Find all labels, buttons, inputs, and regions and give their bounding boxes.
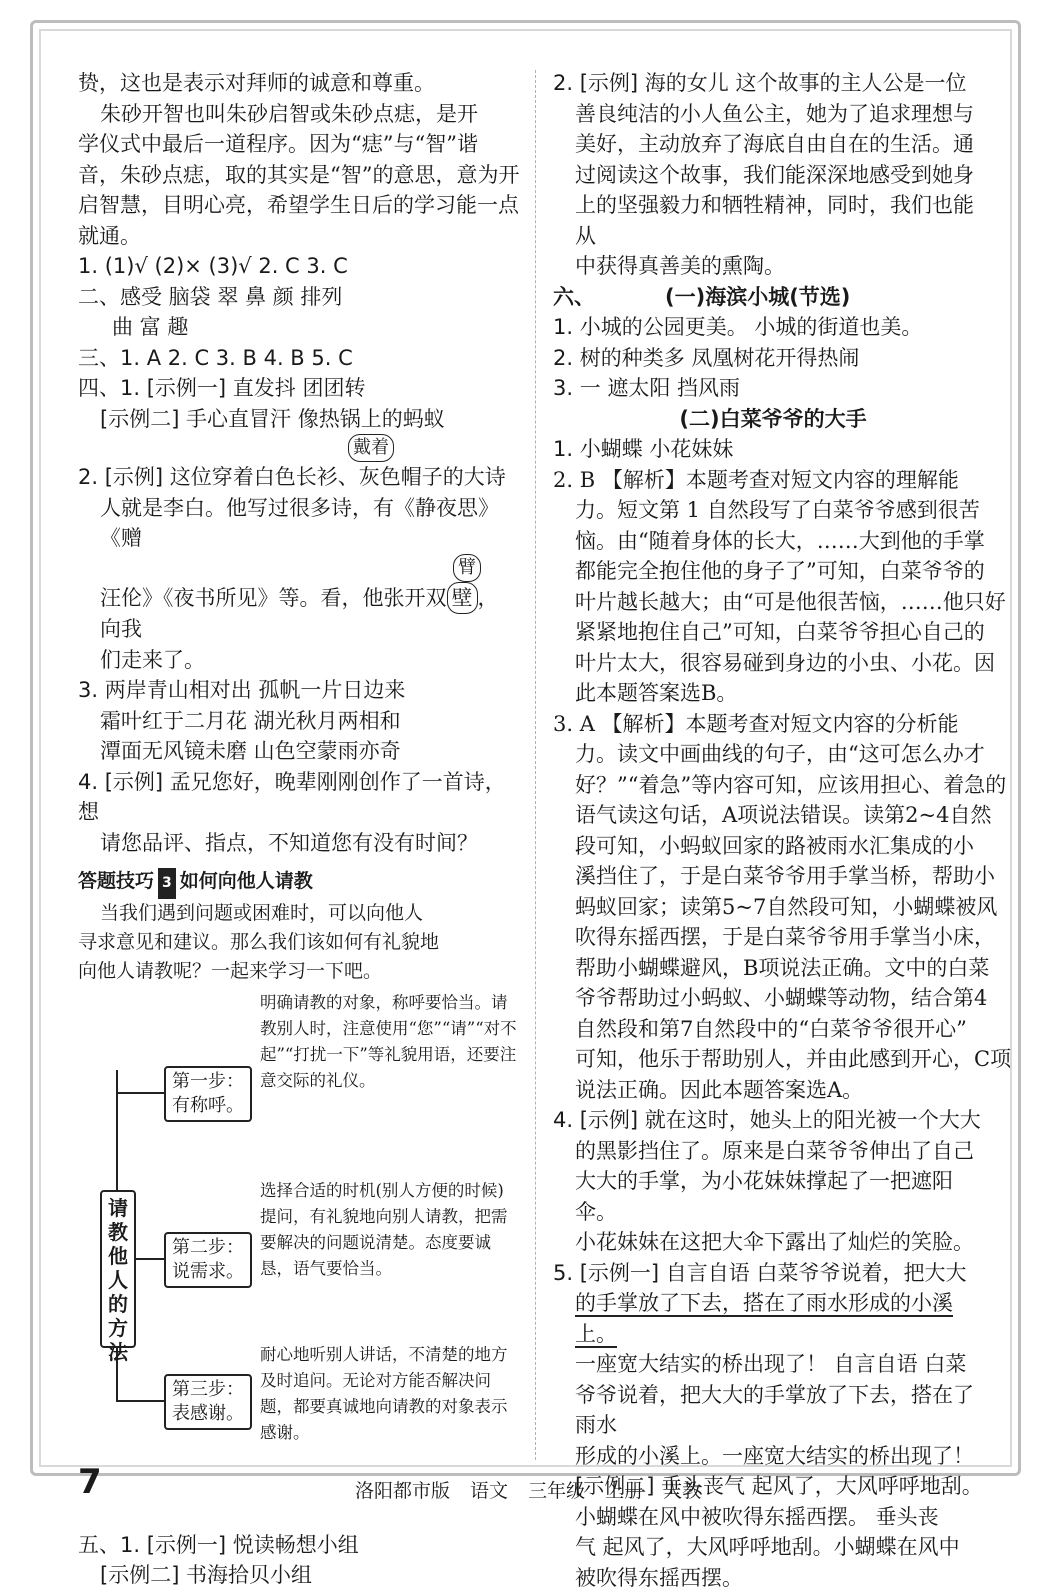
- answer-line: [示例二] 手心直冒汗 像热锅上的蚂蚁: [78, 404, 518, 435]
- text-line: 段可知，小蚂蚁回家的路被雨水汇集成的小: [553, 831, 993, 862]
- answer-line: 过阅读这个故事，我们能深深地感受到她身: [553, 160, 993, 191]
- text-line: 朱砂开智也叫朱砂启智或朱砂点痣，是开: [78, 99, 518, 130]
- answer-line: 1. 小城的公园更美。 小城的街道也美。: [553, 312, 993, 343]
- answer-line: 小花妹妹在这把大伞下露出了灿烂的笑脸。: [553, 1227, 993, 1258]
- mind-map-connector: [116, 1400, 164, 1402]
- answer-line: 4. [示例] 孟兄您好，晚辈刚刚创作了一首诗，想: [78, 767, 518, 828]
- mind-map-connector: [116, 1092, 164, 1094]
- mind-map-center: 请教他人的方法: [100, 1190, 136, 1348]
- answer-line: 的手掌放了下去，搭在了雨水形成的小溪上。: [553, 1288, 993, 1349]
- part-two-heading: (二)白菜爷爷的大手: [553, 404, 993, 435]
- text-line: 帮助小蝴蝶避风，B项说法正确。文中的白菜: [553, 953, 993, 984]
- text-line: 2. B 【解析】本题考查对短文内容的理解能: [553, 465, 993, 496]
- tip-intro-line: 向他人请教呢？一起来学习一下吧。: [78, 957, 518, 986]
- answer-line: 善良纯洁的小人鱼公主，她为了追求理想与: [553, 99, 993, 130]
- mind-map: [78, 990, 518, 1530]
- answer-line: [示例二] 书海拾贝小组: [78, 1560, 518, 1591]
- text-line: 叶片越长越大；由“可是他很苦恼，……他只好: [553, 587, 993, 618]
- text-line: 紧紧地抱住自己”可知，白菜爷爷担心自己的: [553, 617, 993, 648]
- tip-intro-line: 寻求意见和建议。那么我们该如何有礼貌地: [78, 928, 518, 957]
- answer-line: 2. 树的种类多 凤凰树花开得热闹: [553, 343, 993, 374]
- answer-line: 小蝴蝶在风中被吹得东摇西摆。 垂头丧: [553, 1502, 993, 1533]
- answer-line: 3. 两岸青山相对出 孤帆一片日边来: [78, 675, 518, 706]
- answer-line: 二、感受 脑袋 翠 鼻 颜 排列: [78, 282, 518, 313]
- text-line: 蚂蚁回家；读第5~7自然段可知，小蝴蝶被风: [553, 892, 993, 923]
- answer-line: 1. 小蝴蝶 小花妹妹: [553, 434, 993, 465]
- step-one-box: 第一步：有称呼。: [164, 1066, 252, 1122]
- answer-line: 们走来了。: [78, 645, 518, 676]
- answer-line: 2. [示例] 这位穿着白色长衫、灰色帽子的大诗: [78, 462, 518, 493]
- answer-line: 汪伦》《夜书所见》等。看，他张开双 壁 ，向我: [78, 582, 518, 645]
- answer-line: 5. [示例一] 自言自语 白菜爷爷说着，把大大: [553, 1258, 993, 1289]
- text-line: 自然段和第7自然段中的“白菜爷爷很开心”: [553, 1014, 993, 1045]
- page-footer: [0, 1462, 1041, 1522]
- text-line: 学仪式中最后一道程序。因为“痣”与“智”谐: [78, 129, 518, 160]
- answer-line: 潭面无风镜未磨 山色空蒙雨亦奇: [78, 736, 518, 767]
- text-line: 叶片太大，很容易碰到身边的小虫、小花。因: [553, 648, 993, 679]
- text-line: 语气读这句话，A项说法错误。读第2~4自然: [553, 800, 993, 831]
- step-three-box: 第三步：表感谢。: [164, 1374, 252, 1430]
- answer-line: 爷爷说着，把大大的手掌放了下去，搭在了雨水: [553, 1380, 993, 1441]
- left-column: [78, 68, 518, 1591]
- answer-line: 曲 富 趣: [78, 312, 518, 343]
- right-column: [553, 68, 993, 1593]
- step-three-note: 耐心地听别人讲话，不清楚的地方及时追问。无论对方能否解决问题，都要真诚地向请教的对象表示感谢。: [260, 1342, 518, 1446]
- answer-line: 三、1. A 2. C 3. B 4. B 5. C: [78, 343, 518, 374]
- question-5: [553, 1258, 993, 1593]
- answer-line: 五、1. [示例一] 悦读畅想小组: [78, 1530, 518, 1561]
- answer-line: 美好，主动放弃了海底自由自在的生活。通: [553, 129, 993, 160]
- column-divider: [535, 70, 536, 1460]
- text-line: 说法正确。因此本题答案选A。: [553, 1075, 993, 1106]
- answer-line: 的黑影挡住了。原来是白菜爷爷伸出了自己: [553, 1136, 993, 1167]
- page-number: 7: [78, 1462, 102, 1502]
- answer-line: 被吹得东摇西摆。: [553, 1563, 993, 1593]
- text-line: 力。读文中画曲线的句子，由“这可怎么办才: [553, 739, 993, 770]
- text-line: 吹得东摇西摆，于是白菜爷爷用手掌当小床，: [553, 922, 993, 953]
- text-line: 恼。由“随着身体的长大，……大到他的手掌: [553, 526, 993, 557]
- text-line: 溪挡住了，于是白菜爷爷用手掌当桥，帮助小: [553, 861, 993, 892]
- answers: [78, 251, 518, 858]
- answer-line: 3. 一 遮太阳 挡风雨: [553, 373, 993, 404]
- intro-paragraph: [78, 68, 518, 251]
- text-line: 爷爷帮助过小蚂蚁、小蝴蝶等动物，结合第4: [553, 983, 993, 1014]
- question-2: [553, 68, 993, 282]
- text-line: 可知，他乐于帮助别人，并由此感到开心，C项: [553, 1044, 993, 1075]
- step-one-note: 明确请教的对象，称呼要恰当。请教别人时，注意使用“您”“请”“对不起”“打扰一下”等礼貌用语，还要注意交际的礼仪。: [260, 990, 518, 1094]
- answer-line: 请您品评、指点，不知道您有没有时间？: [78, 828, 518, 859]
- answer-line: 形成的小溪上。一座宽大结实的桥出现了！: [553, 1441, 993, 1472]
- tip-heading: 答题技巧 3 如何向他人请教: [78, 866, 518, 899]
- answer-line: 2. [示例] 海的女儿 这个故事的主人公是一位: [553, 68, 993, 99]
- answer-line: [示例二] 垂头丧气 起风了，大风呼呼地刮。: [553, 1471, 993, 1502]
- text-line: 启智慧，目明心亮，希望学生日后的学习能一点: [78, 190, 518, 221]
- answer-line: 霜叶红于二月花 湖光秋月两相和: [78, 706, 518, 737]
- step-two-note: 选择合适的时机(别人方便的时候)提问，有礼貌地向别人请教，把需要解决的问题说清楚。态度要诚恳，语气要恰当。: [260, 1178, 518, 1282]
- text-line: 3. A 【解析】本题考查对短文内容的分析能: [553, 709, 993, 740]
- text-line: 贽，这也是表示对拜师的诚意和尊重。: [78, 68, 518, 99]
- answer-line: 上的坚强毅力和牺牲精神，同时，我们也能从: [553, 190, 993, 251]
- answer-line: 人就是李白。他写过很多诗，有《静夜思》《赠: [78, 493, 518, 554]
- question-3-analysis: [553, 709, 993, 1106]
- answer-line: 大大的手掌，为小花妹妹撑起了一把遮阳伞。: [553, 1166, 993, 1227]
- text-line: 音，朱砂点痣，取的其实是“智”的意思，意为开: [78, 160, 518, 191]
- section-five: [78, 1530, 518, 1591]
- step-two-box: 第二步：说需求。: [164, 1232, 252, 1288]
- section-six-heading: 六、 (一)海滨小城(节选): [553, 282, 993, 313]
- text-line: 就通。: [78, 221, 518, 252]
- answer-line: 1. (1)√ (2)× (3)√ 2. C 3. C: [78, 251, 518, 282]
- question-2-analysis: [553, 465, 993, 709]
- answer-line: 四、1. [示例一] 直发抖 团团转: [78, 373, 518, 404]
- answer-line: 4. [示例] 就在这时，她头上的阳光被一个大大: [553, 1105, 993, 1136]
- text-line: 力。短文第 1 自然段写了白菜爷爷感到很苦: [553, 495, 993, 526]
- tip-section: [78, 866, 518, 986]
- answer-line: 气 起风了，大风呼呼地刮。小蝴蝶在风中: [553, 1532, 993, 1563]
- correction-mark: 臂: [78, 554, 518, 582]
- text-line: 好？”“着急”等内容可知，应该用担心、着急的: [553, 770, 993, 801]
- footer-edition: 洛阳都市版 语文 三年级 上册 人教: [355, 1476, 701, 1503]
- text-line: 都能完全抱住他的身子了”可知，白菜爷爷的: [553, 556, 993, 587]
- tip-intro-line: 当我们遇到问题或困难时，可以向他人: [78, 899, 518, 928]
- text-line: 此本题答案选B。: [553, 678, 993, 709]
- correction-mark: 戴着: [78, 434, 518, 462]
- answer-line: 中获得真善美的熏陶。: [553, 251, 993, 282]
- answer-line: 一座宽大结实的桥出现了！ 自言自语 白菜: [553, 1349, 993, 1380]
- question-4: [553, 1105, 993, 1258]
